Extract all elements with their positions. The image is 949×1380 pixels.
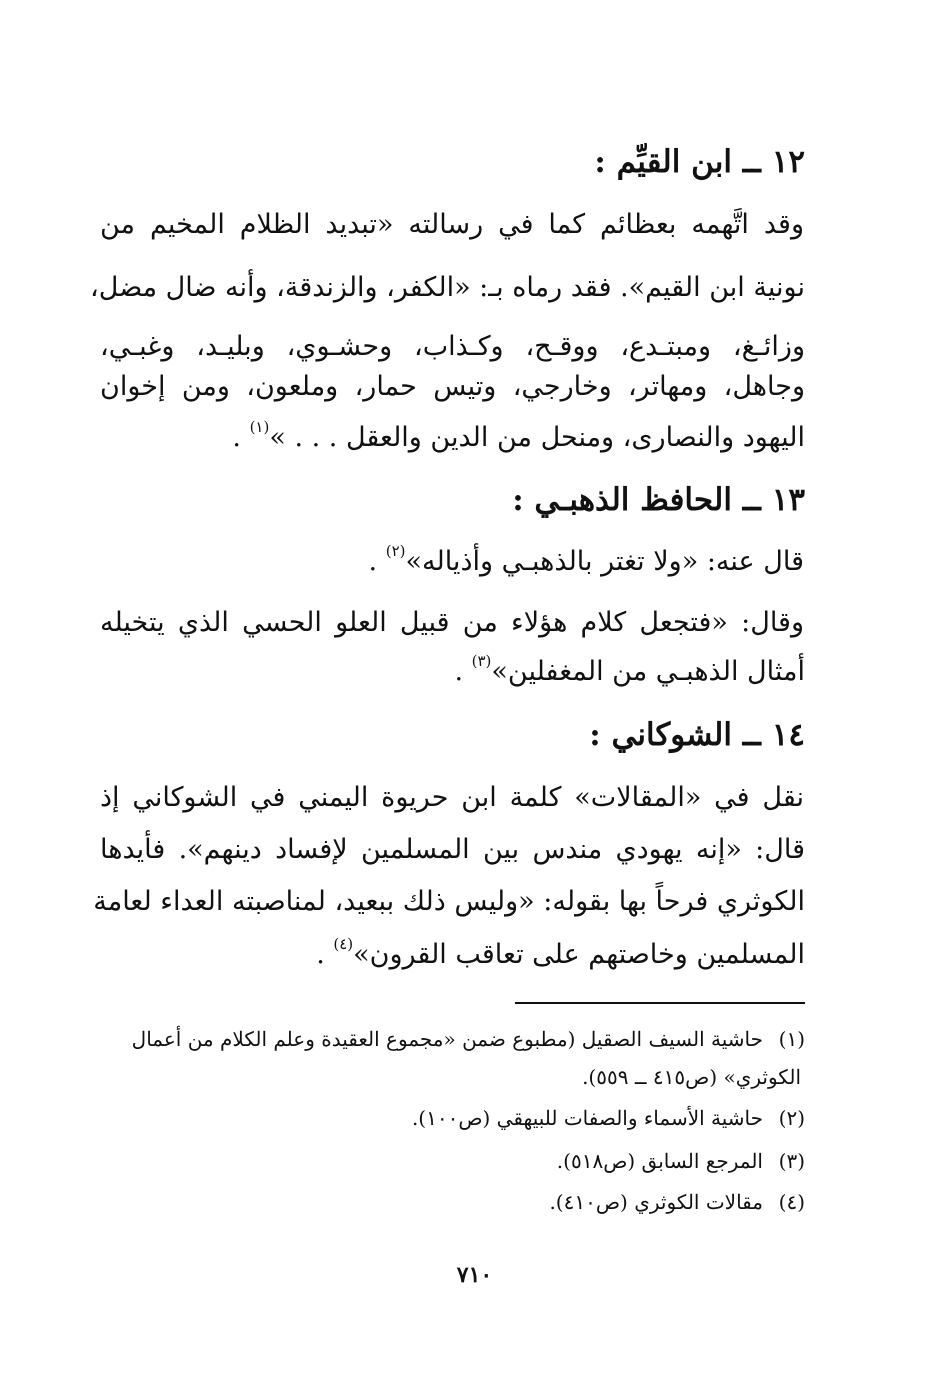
paragraph-line: قال: «إنه يهودي مندس بين المسلمين لإفساد دينهم». فأيدها — [100, 834, 805, 865]
footnote-2 — [100, 1103, 805, 1133]
page-number: ٧١٠ — [456, 1262, 493, 1288]
separator-rule — [515, 1002, 805, 1004]
footnote-number: (٣) — [778, 1149, 805, 1173]
paragraph-line — [100, 935, 805, 975]
paragraph-line: وقد اتَّهمه بعظائم كما في رسالته «تبديد الظلام المخيم من — [100, 209, 804, 240]
line-text: اليهود والنصارى، ومنحل من الدين والعقل . . . » — [269, 422, 805, 453]
footnote-ref-2[interactable]: (٢) — [385, 542, 406, 560]
section-heading-13: ١٣ ــ الحافظ الذهبـي : — [512, 482, 805, 518]
paragraph-line: وقال: «فتجعل كلام هؤلاء من قبيل العلو الحسي الذي يتخيله — [100, 607, 804, 638]
line-end: . — [368, 546, 386, 577]
paragraph-line: وجاهل، ومهاتر، وخارجي، وتيس حمار، وملعون، ومن إخوان — [100, 371, 805, 402]
line-end: . — [316, 939, 334, 970]
footnote-1-continuation: الكوثري» (ص٤١٥ ــ ٥٥٩). — [582, 1065, 801, 1089]
footnote-ref-3[interactable]: (٣) — [471, 652, 492, 670]
footnote-ref-4[interactable]: (٤) — [333, 935, 354, 953]
footnote-text: حاشية الأسماء والصفات للبيهقي (ص١٠٠). — [411, 1106, 763, 1130]
section-heading-14: ١٤ ــ الشوكاني : — [589, 717, 805, 753]
line-end: . — [454, 656, 472, 687]
footnote-text: حاشية السيف الصقيل (مطبوع ضمن «مجموع العقيدة وعلم الكلام من أعمال — [131, 1027, 763, 1051]
footnote-number: (١) — [778, 1027, 805, 1051]
footnote-text: المرجع السابق (ص٥١٨). — [556, 1149, 763, 1173]
footnote-ref-1[interactable]: (١) — [249, 418, 270, 436]
footnote-text: مقالات الكوثري (ص٤١٠). — [549, 1190, 763, 1214]
paragraph-line: نقل في «المقالات» كلمة ابن حريوة اليمني في الشوكاني إذ — [100, 782, 804, 813]
footnote-4 — [100, 1187, 805, 1217]
section-heading-12: ١٢ ــ ابن القيِّم : — [594, 144, 805, 180]
line-text: المسلمين وخاصتهم على تعاقب القرون» — [353, 939, 805, 970]
line-end: . — [232, 422, 250, 453]
paragraph-line — [100, 418, 805, 458]
paragraph-line: وزائـغ، ومبتـدع، ووقـح، وكـذاب، وحشـوي، وبليـد، وغبـي، — [100, 331, 805, 362]
paragraph-line: نونية ابن القيم». فقد رماه بـ: «الكفر، والزندقة، وأنه ضال مضل، — [90, 272, 805, 303]
footnote-1 — [100, 1024, 805, 1054]
paragraph-line — [100, 652, 805, 692]
line-text: أمثال الذهبـي من المغفلين» — [491, 656, 805, 687]
paragraph-line — [100, 542, 804, 582]
paragraph-line: الكوثري فرحاً بها بقوله: «وليس ذلك ببعيد، لمناصبته العداء لعامة — [93, 886, 805, 917]
footnote-number: (٤) — [778, 1190, 805, 1214]
footnote-3 — [100, 1146, 805, 1176]
footnote-number: (٢) — [778, 1106, 805, 1130]
line-text: قال عنه: «ولا تغتر بالذهبـي وأذياله» — [405, 546, 804, 577]
